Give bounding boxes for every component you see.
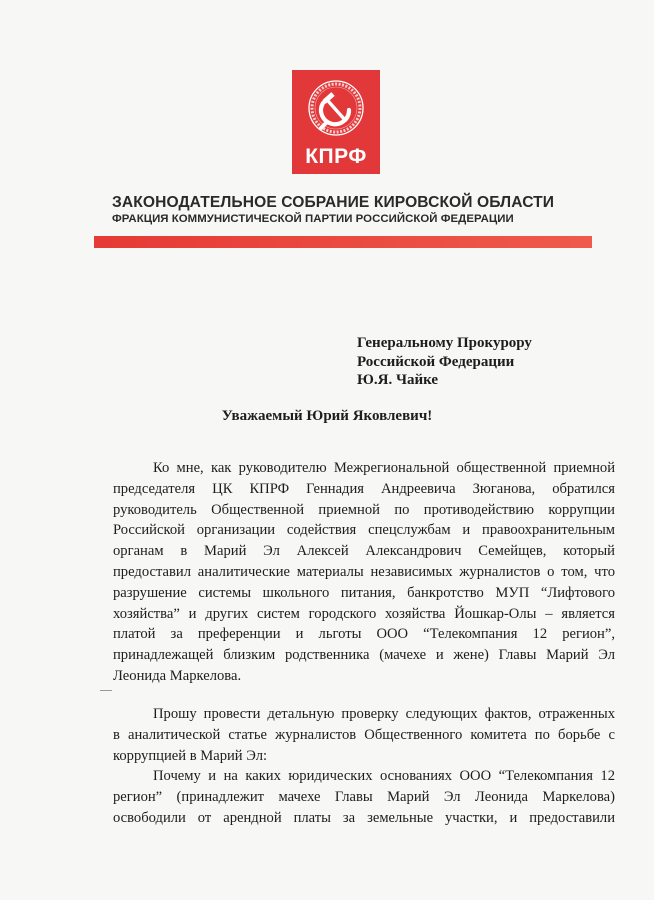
organization-title: ЗАКОНОДАТЕЛЬНОЕ СОБРАНИЕ КИРОВСКОЙ ОБЛАСТИ [112, 194, 555, 211]
paragraph-3 [113, 766, 615, 828]
text-line: коррупцией в Марий Эл: [113, 747, 268, 764]
addressee-line: Генеральному Прокурору [357, 335, 532, 351]
margin-mark [100, 690, 112, 691]
text-line: платой за преференции и льготы ООО “Телекомпания 12 регион”, [113, 626, 615, 643]
kprf-logo [292, 70, 380, 174]
logo-text: КПРФ [305, 145, 367, 168]
text-line: регион” (принадлежит мачехе Главы Марий Эл Леонида Маркелова) [113, 788, 615, 805]
paragraph-2 [113, 704, 615, 766]
text-line: Российской организации содействия спецслужбам и правоохранительным [113, 522, 615, 539]
text-line: принадлежащей близким родственника (мачехе и жене) Главы Марий Эл [113, 647, 615, 664]
salutation: Уважаемый Юрий Яковлевич! [221, 408, 433, 424]
text-line: руководитель Общественной приемной по противодействию коррупции [113, 501, 615, 518]
text-line: Прошу провести детальную проверку следующих фактов, отраженных [153, 706, 615, 722]
text-line: Леонида Маркелова. [113, 667, 242, 684]
text-line: Ко мне, как руководителю Межрегиональной общественной приемной [153, 460, 615, 476]
paragraph-1 [113, 458, 615, 687]
faction-subtitle: ФРАКЦИЯ КОММУНИСТИЧЕСКОЙ ПАРТИИ РОССИЙСКОЙ ФЕДЕРАЦИИ [112, 213, 514, 225]
text-line: в аналитической статье журналистов Общественного комитета по борьбе с [113, 726, 615, 743]
addressee-line: Российской Федерации [357, 353, 515, 370]
text-line: освободили от арендной платы за земельные участки, и предоставили [113, 809, 615, 826]
header-divider [94, 236, 592, 248]
text-line: предоставил аналитические материалы независимых журналистов о том, что [113, 563, 615, 580]
text-line: органам в Марий Эл Алексей Александрович Семейщев, который [113, 543, 615, 560]
text-line: хозяйства” и других систем городского хозяйства Йошкар-Олы – является [113, 605, 615, 622]
text-line: председателя ЦК КПРФ Геннадия Андреевича Зюганова, обратился [113, 480, 615, 497]
addressee-block [357, 334, 617, 390]
addressee-line: Ю.Я. Чайке [357, 372, 439, 388]
text-line: разрушение системы школьного питания, банкротство МУП “Лифтового [113, 584, 615, 601]
text-line: Почему и на каких юридических основаниях ООО “Телекомпания 12 [153, 768, 615, 784]
